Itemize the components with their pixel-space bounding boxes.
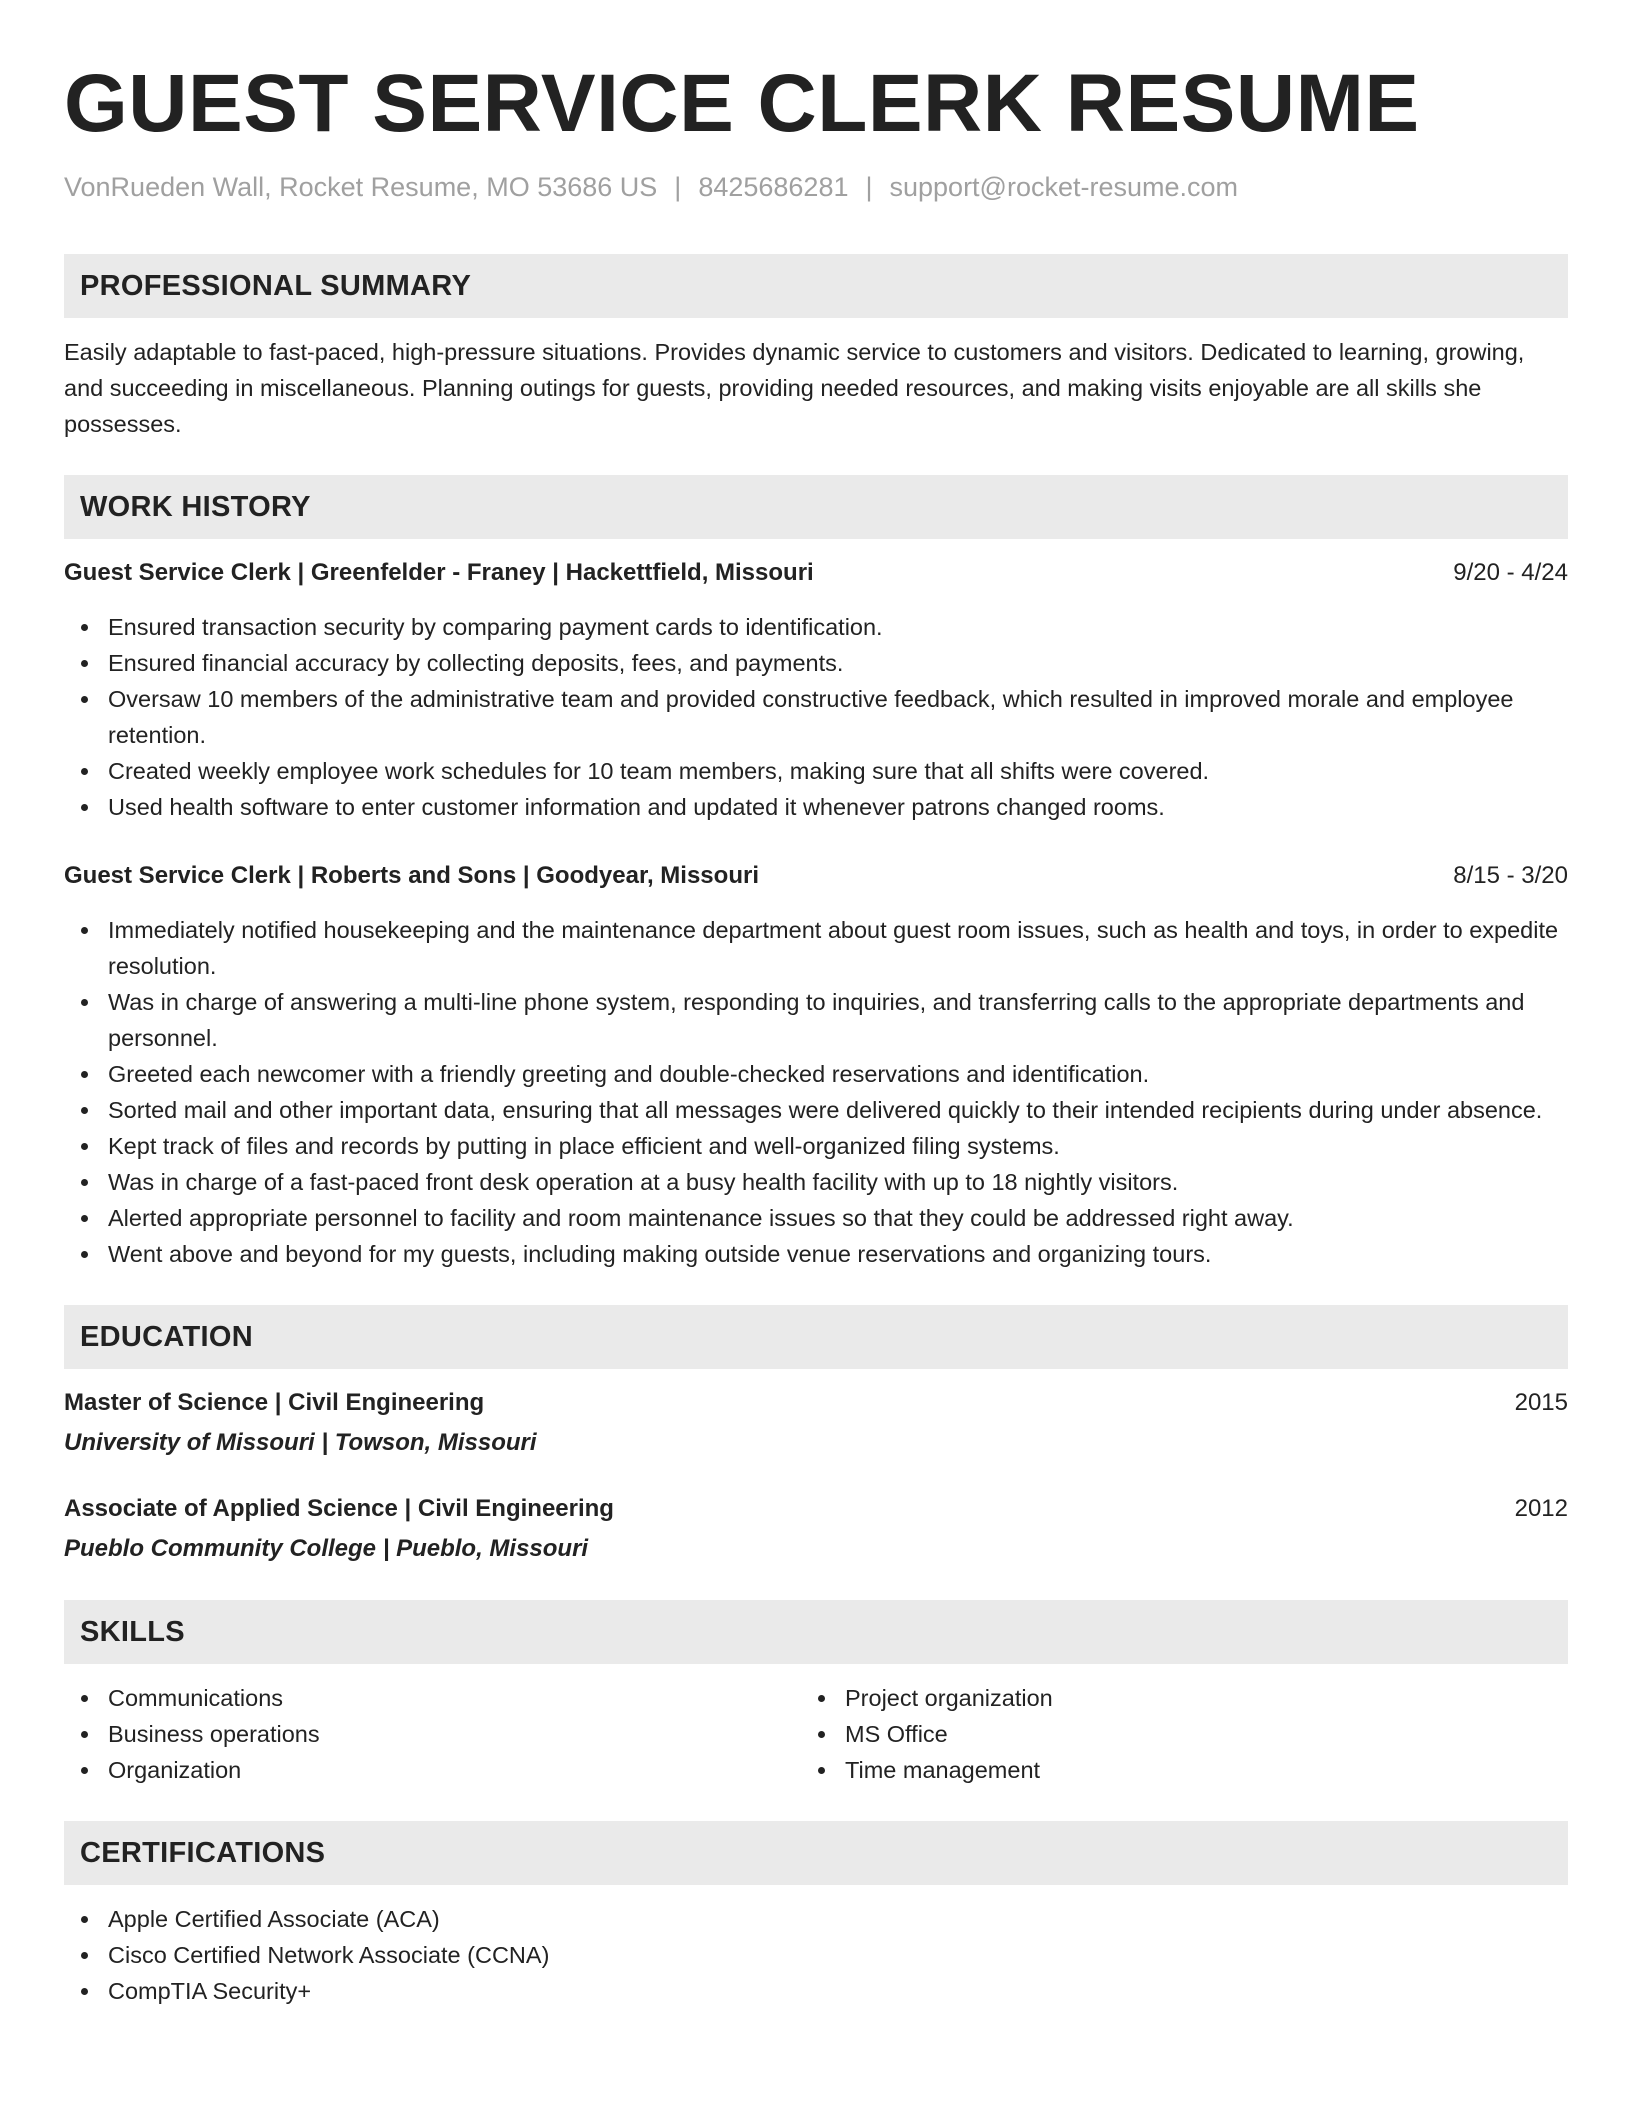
contact-separator: | <box>865 172 873 202</box>
skills-list <box>801 1680 1538 1788</box>
resume-title: GUEST SERVICE CLERK RESUME <box>64 58 1420 149</box>
job-dates: 9/20 - 4/24 <box>1453 559 1568 586</box>
contact-phone: 8425686281 <box>698 172 849 202</box>
job-entry <box>64 555 1568 825</box>
certifications-list <box>64 1901 1568 2009</box>
job-bullet: Ensured transaction security by comparing payment cards to identification. <box>64 609 1568 645</box>
job-bullet-list <box>64 912 1568 1272</box>
contact-separator: | <box>674 172 682 202</box>
skills-column-right <box>801 1680 1538 1788</box>
skills-grid <box>64 1680 1568 1788</box>
education-entry <box>64 1385 1568 1461</box>
section-header-skills: SKILLS <box>64 1600 1568 1664</box>
job-entry <box>64 858 1568 1272</box>
job-bullet: Immediately notified housekeeping and the maintenance department about guest room issues, such as health and toys, in order to expedite resolution. <box>64 912 1568 984</box>
certification-item: Cisco Certified Network Associate (CCNA) <box>64 1937 1568 1973</box>
job-bullet: Was in charge of a fast-paced front desk operation at a busy health facility with up to 18 nightly visitors. <box>64 1164 1568 1200</box>
certification-item: CompTIA Security+ <box>64 1973 1568 2009</box>
skills-column-left <box>64 1680 801 1788</box>
job-bullet: Kept track of files and records by putting in place efficient and well-organized filing systems. <box>64 1128 1568 1164</box>
education-entry <box>64 1491 1568 1567</box>
summary-text: Easily adaptable to fast-paced, high-pressure situations. Provides dynamic service to customers and visitors. Dedicated to learning, growing, and succeeding in miscellaneous. Planning outings for guests, providing needed resources, and making visits enjoyable are all skills she possesses. <box>64 339 1525 437</box>
job-bullet: Oversaw 10 members of the administrative team and provided constructive feedback, which resulted in improved morale and employee retention. <box>64 681 1568 753</box>
certification-item: Apple Certified Associate (ACA) <box>64 1901 1568 1937</box>
education-school: Pueblo Community College | Pueblo, Missouri <box>64 1535 589 1562</box>
section-header-certifications: CERTIFICATIONS <box>64 1821 1568 1885</box>
skill-item: Communications <box>64 1680 801 1716</box>
skill-item: MS Office <box>801 1716 1538 1752</box>
contact-email: support@rocket-resume.com <box>889 172 1239 202</box>
skill-item: Business operations <box>64 1716 801 1752</box>
job-title: Guest Service Clerk | Greenfelder - Franey | Hackettfield, Missouri <box>64 559 814 586</box>
job-header <box>64 858 1568 894</box>
education-year: 2012 <box>1514 1495 1568 1522</box>
job-bullet: Alerted appropriate personnel to facility and room maintenance issues so that they could be addressed right away. <box>64 1200 1568 1236</box>
job-dates: 8/15 - 3/20 <box>1453 862 1568 889</box>
job-bullet: Created weekly employee work schedules for 10 team members, making sure that all shifts were covered. <box>64 753 1568 789</box>
skill-item: Time management <box>801 1752 1538 1788</box>
job-bullet: Sorted mail and other important data, ensuring that all messages were delivered quickly to their intended recipients during under absence. <box>64 1092 1568 1128</box>
job-bullet: Ensured financial accuracy by collecting deposits, fees, and payments. <box>64 645 1568 681</box>
job-bullet: Used health software to enter customer information and updated it whenever patrons changed rooms. <box>64 789 1568 825</box>
education-school: University of Missouri | Towson, Missouri <box>64 1429 537 1456</box>
contact-line <box>64 170 1568 204</box>
skill-item: Project organization <box>801 1680 1538 1716</box>
section-header-summary: PROFESSIONAL SUMMARY <box>64 254 1568 318</box>
section-header-work-history: WORK HISTORY <box>64 475 1568 539</box>
section-header-education: EDUCATION <box>64 1305 1568 1369</box>
education-header <box>64 1491 1568 1527</box>
job-title: Guest Service Clerk | Roberts and Sons | Goodyear, Missouri <box>64 862 759 889</box>
job-header <box>64 555 1568 591</box>
job-bullet: Greeted each newcomer with a friendly greeting and double-checked reservations and identification. <box>64 1056 1568 1092</box>
contact-address: VonRueden Wall, Rocket Resume, MO 53686 US <box>64 172 658 202</box>
skills-list <box>64 1680 801 1788</box>
education-degree: Associate of Applied Science | Civil Engineering <box>64 1495 614 1522</box>
education-header <box>64 1385 1568 1421</box>
job-bullet: Was in charge of answering a multi-line phone system, responding to inquiries, and transferring calls to the appropriate departments and personnel. <box>64 984 1568 1056</box>
job-bullet: Went above and beyond for my guests, including making outside venue reservations and organizing tours. <box>64 1236 1568 1272</box>
skill-item: Organization <box>64 1752 801 1788</box>
education-year: 2015 <box>1514 1389 1568 1416</box>
education-degree: Master of Science | Civil Engineering <box>64 1389 485 1416</box>
job-bullet-list <box>64 609 1568 825</box>
